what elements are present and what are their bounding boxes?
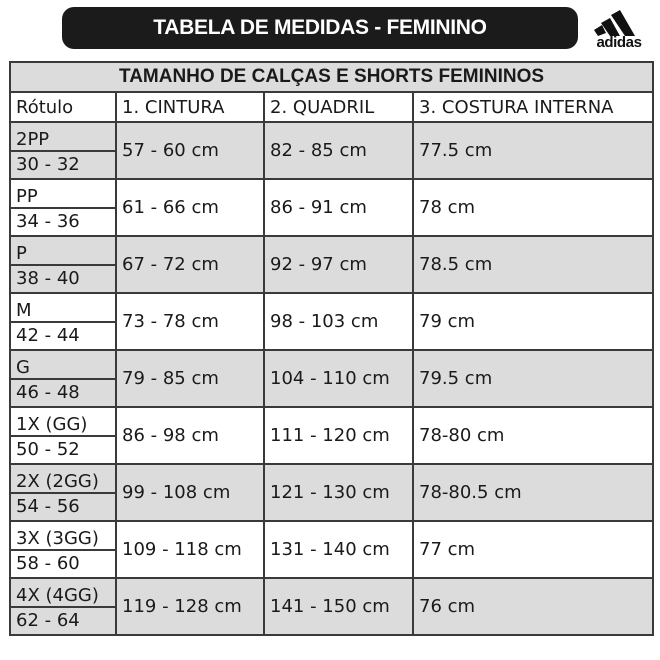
table-title: TAMANHO DE CALÇAS E SHORTS FEMININOS [10, 62, 653, 92]
waist-value: 61 - 66 cm [116, 179, 264, 236]
size-number-range: 42 - 44 [10, 322, 116, 351]
inseam-value: 79 cm [413, 293, 653, 350]
header-hip: 2. QUADRIL [264, 92, 413, 122]
size-label: 2PP [10, 122, 116, 151]
inseam-value: 78 cm [413, 179, 653, 236]
inseam-value: 79.5 cm [413, 350, 653, 407]
size-number-range: 62 - 64 [10, 607, 116, 636]
waist-value: 79 - 85 cm [116, 350, 264, 407]
waist-value: 119 - 128 cm [116, 578, 264, 635]
banner-title: TABELA DE MEDIDAS - FEMININO [153, 16, 487, 39]
size-label: 3X (3GG) [10, 521, 116, 550]
hip-value: 82 - 85 cm [264, 122, 413, 179]
hip-value: 104 - 110 cm [264, 350, 413, 407]
hip-value: 111 - 120 cm [264, 407, 413, 464]
size-label: 2X (2GG) [10, 464, 116, 493]
size-label: P [10, 236, 116, 265]
hip-value: 98 - 103 cm [264, 293, 413, 350]
table-row [10, 122, 653, 151]
hip-value: 86 - 91 cm [264, 179, 413, 236]
hip-value: 131 - 140 cm [264, 521, 413, 578]
size-number-range: 34 - 36 [10, 208, 116, 237]
waist-value: 67 - 72 cm [116, 236, 264, 293]
table-row [10, 236, 653, 265]
size-label: 4X (4GG) [10, 578, 116, 607]
inseam-value: 76 cm [413, 578, 653, 635]
waist-value: 57 - 60 cm [116, 122, 264, 179]
hip-value: 141 - 150 cm [264, 578, 413, 635]
waist-value: 99 - 108 cm [116, 464, 264, 521]
table-row [10, 578, 653, 607]
table-row [10, 521, 653, 550]
inseam-value: 78.5 cm [413, 236, 653, 293]
table-row [10, 179, 653, 208]
inseam-value: 78-80 cm [413, 407, 653, 464]
size-number-range: 50 - 52 [10, 436, 116, 465]
size-label: 1X (GG) [10, 407, 116, 436]
size-number-range: 46 - 48 [10, 379, 116, 408]
inseam-value: 77 cm [413, 521, 653, 578]
header-label: Rótulo [10, 92, 116, 122]
table-row [10, 407, 653, 436]
waist-value: 73 - 78 cm [116, 293, 264, 350]
size-number-range: 54 - 56 [10, 493, 116, 522]
table-row [10, 350, 653, 379]
size-label: M [10, 293, 116, 322]
hip-value: 121 - 130 cm [264, 464, 413, 521]
table-row [10, 293, 653, 322]
size-chart-table [9, 61, 654, 636]
header-inseam: 3. COSTURA INTERNA [413, 92, 653, 122]
table-header-row [10, 92, 653, 122]
size-number-range: 30 - 32 [10, 151, 116, 180]
size-number-range: 38 - 40 [10, 265, 116, 294]
size-label: G [10, 350, 116, 379]
adidas-stripes-icon [591, 6, 647, 36]
table-title-row [10, 62, 653, 92]
table-row [10, 464, 653, 493]
size-number-range: 58 - 60 [10, 550, 116, 579]
inseam-value: 78-80.5 cm [413, 464, 653, 521]
header-waist: 1. CINTURA [116, 92, 264, 122]
size-label: PP [10, 179, 116, 208]
inseam-value: 77.5 cm [413, 122, 653, 179]
brand-name: adidas [596, 34, 642, 51]
hip-value: 92 - 97 cm [264, 236, 413, 293]
brand-logo [586, 6, 652, 54]
page-banner [62, 7, 578, 49]
waist-value: 86 - 98 cm [116, 407, 264, 464]
waist-value: 109 - 118 cm [116, 521, 264, 578]
